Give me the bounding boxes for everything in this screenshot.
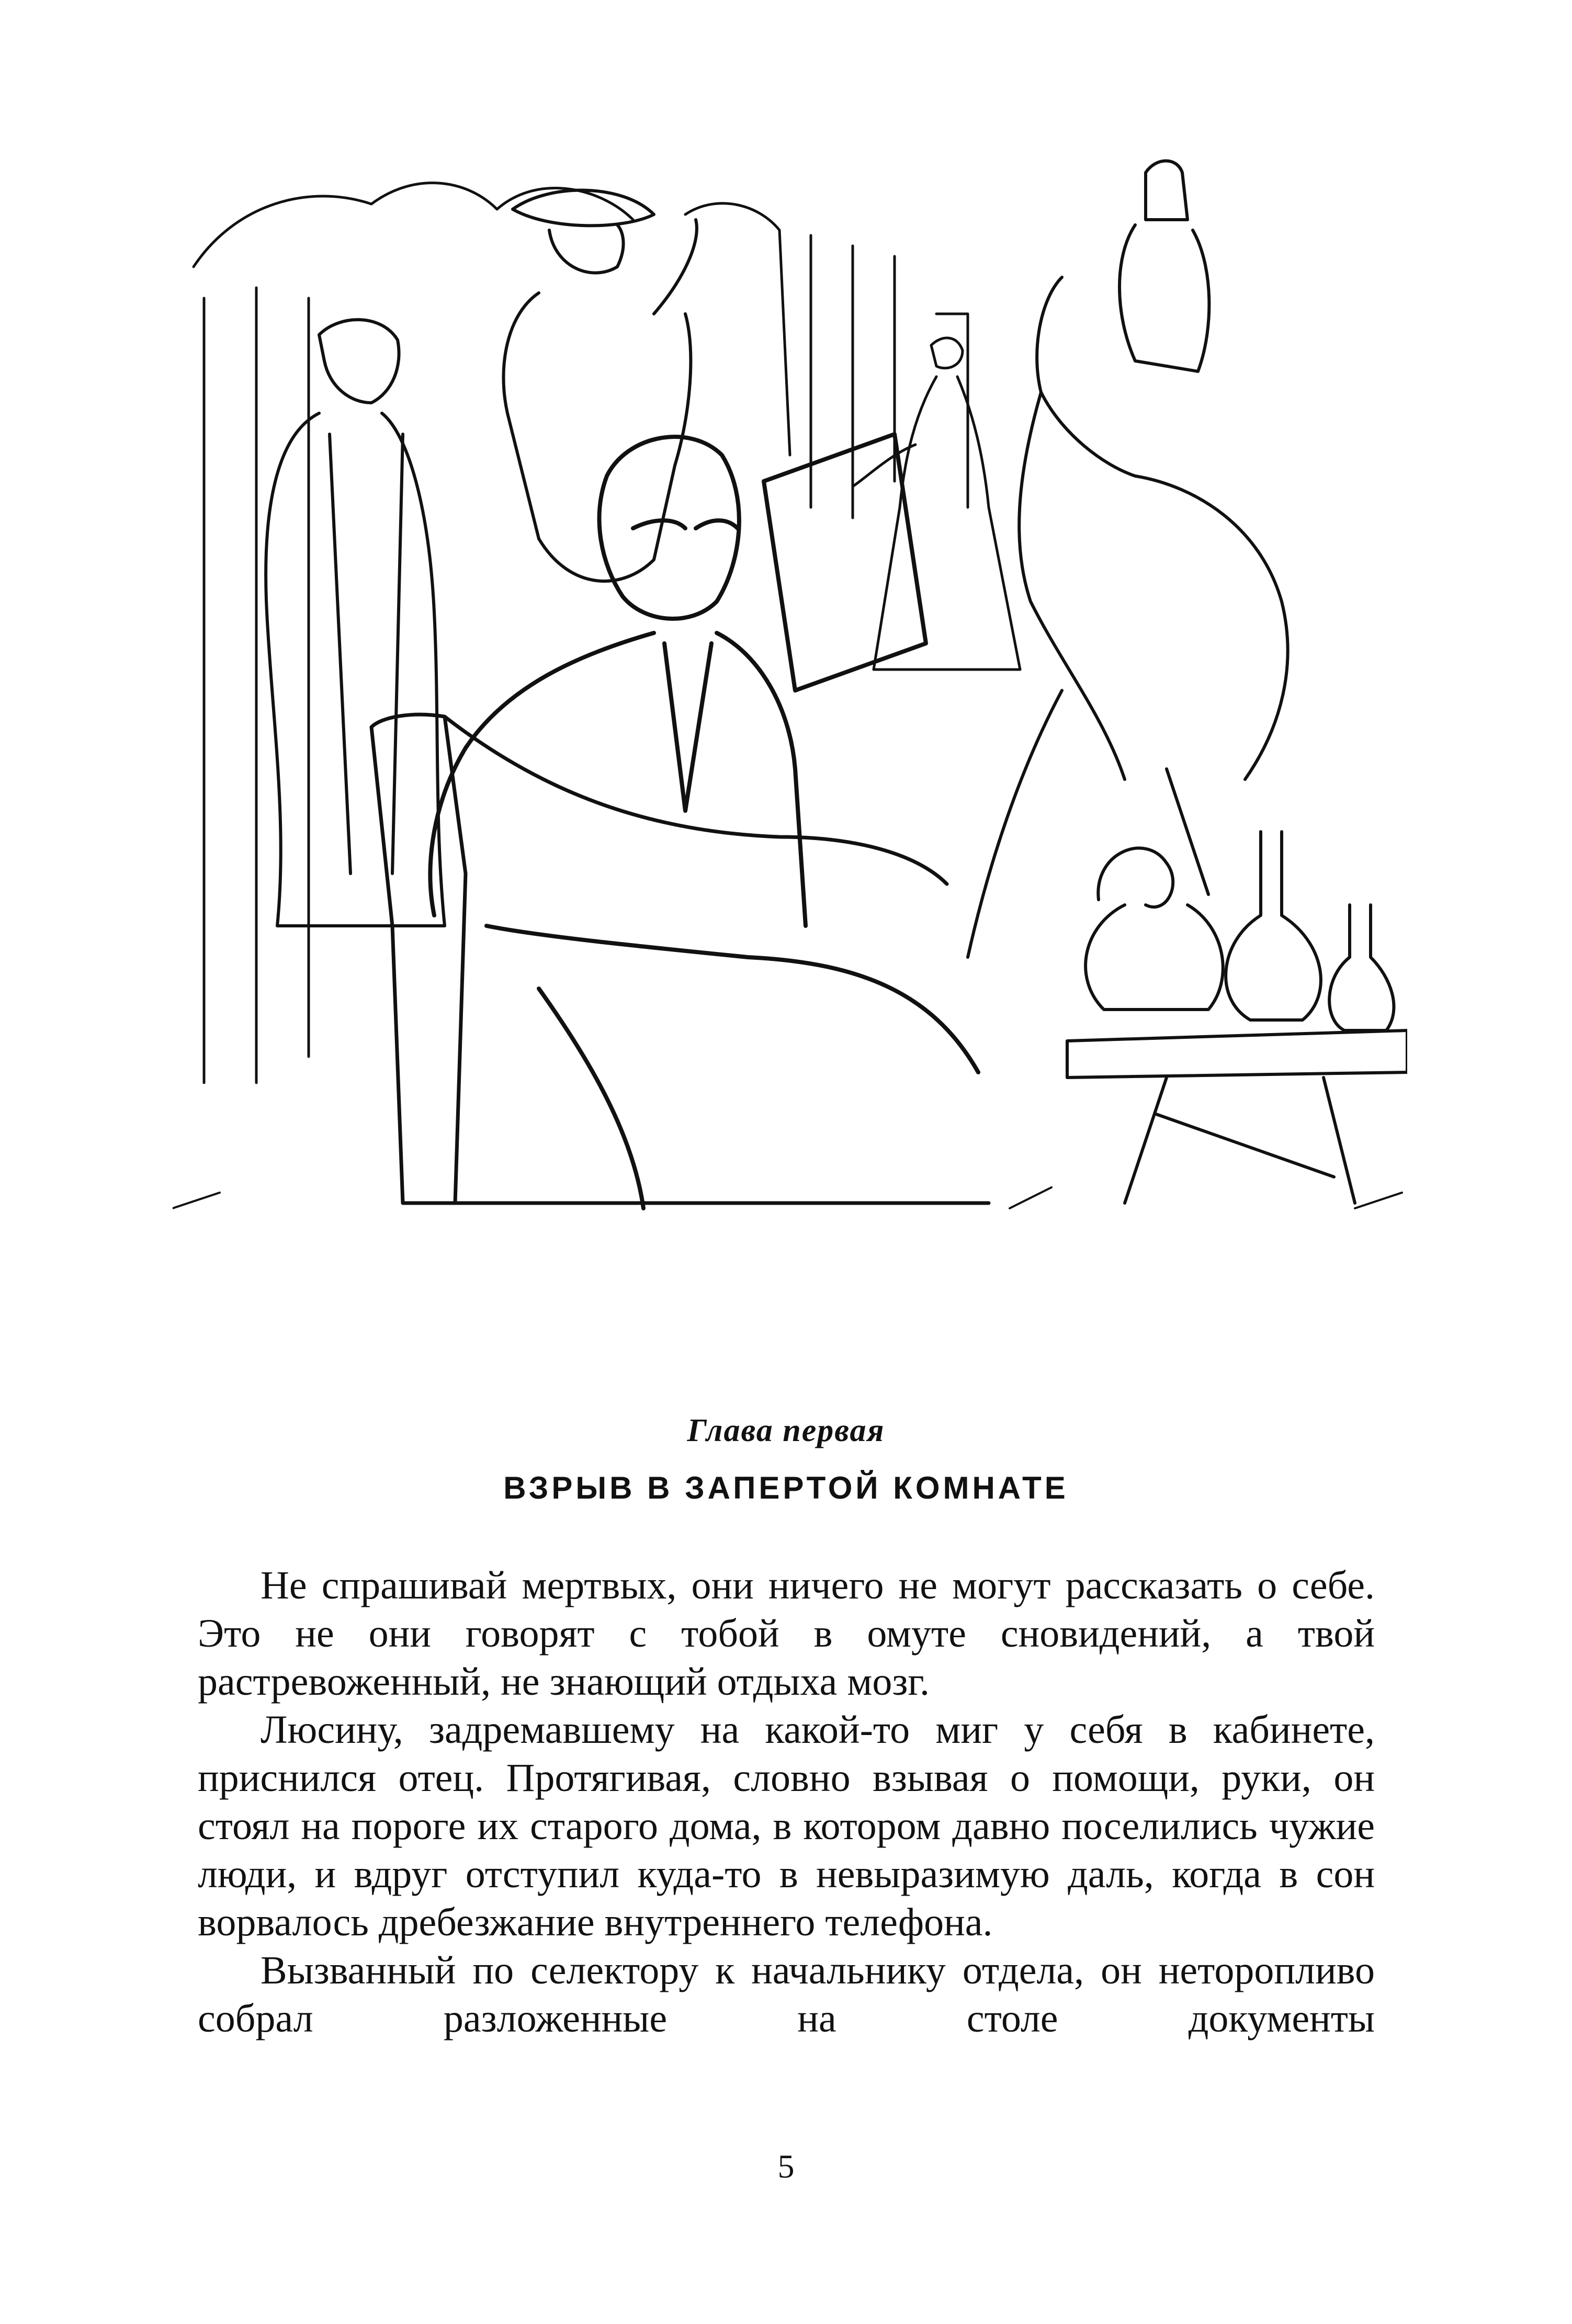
lab-table-with-flasks [1067,832,1407,1203]
paragraph: Вызванный по селектору к начальнику отдела, он неторопливо собрал разложенные на столе документы [198,1948,1375,2040]
armchair [371,715,989,1203]
floor-hatching [173,1187,1402,1208]
body-text [198,1561,1375,2043]
chapter-title: ВЗРЫВ В ЗАПЕРТОЙ КОМНАТЕ [503,1470,1069,1505]
figure-reading-man [431,434,979,1208]
background-ornament [194,183,968,1083]
chapter-illustration [173,141,1407,1214]
paragraph: Люсину, задремавшему на какой-то миг у себя в кабинете, приснился отец. Протягивая, словно взывая о помощи, руки, он стоял на пороге их старого дома, в котором давно поселились чужие люди, и вдруг отступил куда-то в невыразимую даль, когда в сон ворвалось дребезжание внутреннего телефона. [198,1708,1375,1944]
chapter-label: Глава первая [687,1413,885,1448]
figure-old-man [266,320,445,926]
figure-lady [853,338,1020,670]
page-number: 5 [777,2148,795,2185]
figure-knight-on-horse [968,161,1288,958]
paragraph: Не спрашивай мертвых, они ничего не могут рассказать о себе. Это не они говорят с тобой в омуте сновидений, а твой растревоженный, не знающий отдыха мозг. [198,1563,1375,1704]
